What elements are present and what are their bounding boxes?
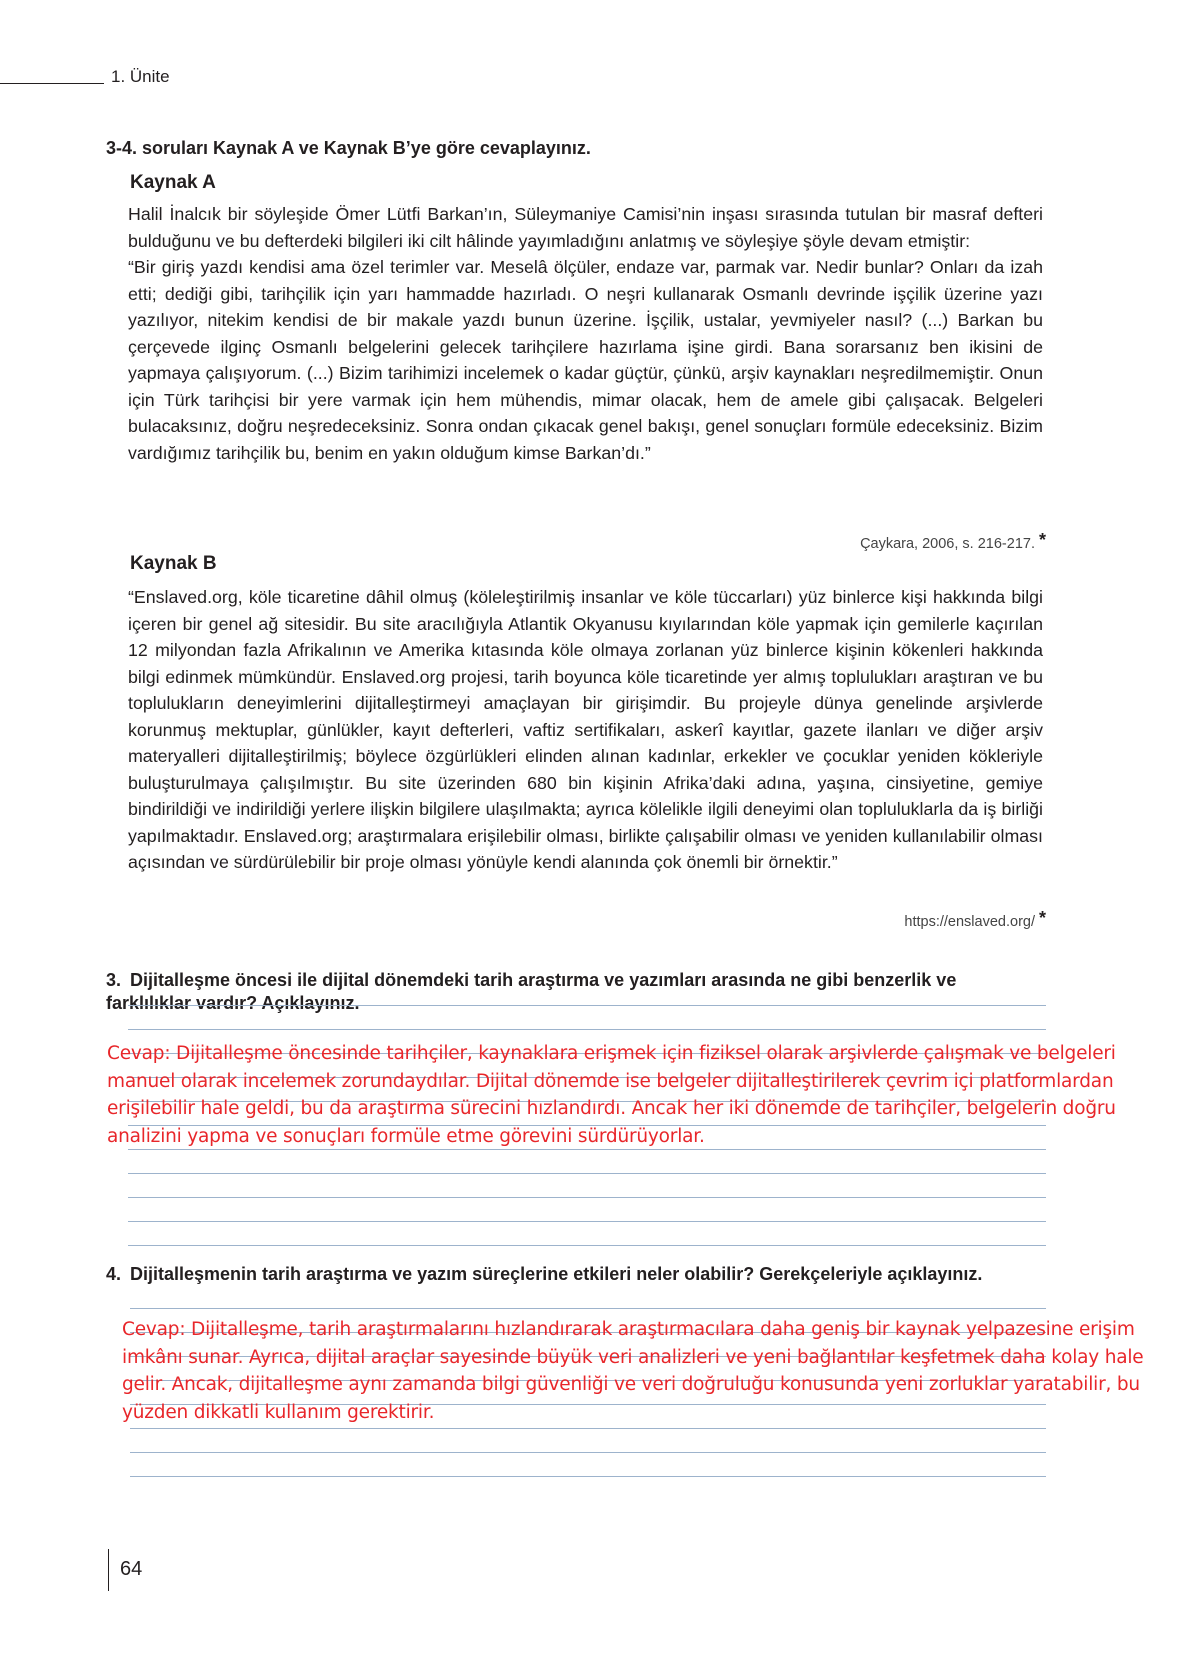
source-a-citation-text: Çaykara, 2006, s. 216-217. — [860, 536, 1035, 552]
question-4-text: Dijitalleşmenin tarih araştırma ve yazım süreçlerine etkileri neler olabilir? Gerekçeleriyle açıklayınız. — [130, 1264, 983, 1284]
source-b-citation-link[interactable]: https://enslaved.org/ — [904, 914, 1035, 930]
source-a-paragraph-1: Halil İnalcık bir söyleşide Ömer Lütfi Barkan’ın, Süleymaniye Camisi’nin inşası sırasında tutulan bir masraf defteri bulduğunu ve bu defterdeki bilgileri iki cilt hâlinde yayımladığını anlatmış ve söyleşiye şöyle devam etmiştir: — [128, 204, 1043, 251]
question-3-answer[interactable]: Cevap: Dijitalleşme öncesinde tarihçiler, kaynaklara erişmek için fiziksel olarak arşivlerde çalışmak ve belgeleri manuel olarak incelemek zorundaydılar. Dijital dönemde ise belgeler dijitalleştirilerek çevrim içi platformlardan erişilebilir hale geldi, bu da araştırma sürecini hızlandırdı. Ancak her iki dönemde de tarihçiler, belgelerin doğru analizini yapma ve sonuçları formüle etme görevini sürdürüyorlar. — [107, 1043, 1116, 1147]
page-number: 64 — [120, 1558, 143, 1580]
source-a-citation — [860, 530, 1046, 552]
question-4 — [106, 1263, 1046, 1286]
header-rule — [0, 83, 104, 84]
answer-line — [128, 1173, 1046, 1174]
source-b-text — [128, 584, 1043, 876]
answer-line — [128, 1245, 1046, 1246]
source-b-citation-mark: * — [1038, 908, 1046, 928]
instruction-heading: 3-4. soruları Kaynak A ve Kaynak B’ye göre cevaplayınız. — [106, 138, 591, 158]
page-number-divider — [108, 1549, 109, 1591]
answer-line — [130, 1428, 1046, 1429]
answer-line — [128, 1221, 1046, 1222]
source-a-heading: Kaynak A — [130, 172, 216, 193]
answer-line — [128, 1029, 1046, 1030]
source-a-paragraph-2: “Bir giriş yazdı kendisi ama özel terimler var. Meselâ ölçüler, endaze var, parmak var. Nedir bunlar? Onları da izah etti; dediği gibi, tarihçilik için yarı hammadde hazırladı. O neşri kullanarak Osmanlı devrinde işçilik üzerine yazı yazılıyor, nitekim kendisi de bir makale yazdı bunun üzerine. İşçilik, ustalar, yevmiyeler nasıl? (...) Barkan bu çerçevede ilginç Osmanlı belgelerini gelecek tarihçilere hazırlama işine girdi. Bana sorarsanız ben ikisini de yapmaya çalışıyorum. (...) Bizim tarihimizi incelemek o kadar güçtür, çünkü, arşiv kaynakları neşredilmemiştir. Onun için Türk tarihçisi bir yere varmak için hem mühendis, mimar olacak, hem de amele gibi çalışacak. Belgeleri bulacaksınız, doğru neşredeceksiniz. Sonra ondan çıkacak genel bakışı, genel sonuçları formüle edeceksiniz. Bizim vardığımız tarihçilik bu, benim en yakın olduğum kimse Barkan’dı.” — [128, 257, 1043, 463]
source-a-text — [128, 201, 1043, 466]
question-4-number: 4. — [106, 1264, 122, 1284]
answer-line — [130, 1308, 1046, 1309]
answer-line — [130, 1476, 1046, 1477]
source-a-citation-mark: * — [1038, 530, 1046, 550]
answer-line — [128, 1197, 1046, 1198]
source-b-heading: Kaynak B — [130, 553, 217, 574]
source-b-citation — [904, 908, 1046, 930]
question-3-text: Dijitalleşme öncesi ile dijital dönemdeki tarih araştırma ve yazımları arasında ne gibi benzerlik ve farklılıklar vardır? Açıklayınız. — [106, 970, 957, 1013]
question-3-number: 3. — [106, 970, 122, 990]
answer-line — [128, 1005, 1046, 1006]
source-b-paragraph: “Enslaved.org, köle ticaretine dâhil olmuş (köleleştirilmiş insanlar ve köle tüccarları) yüz binlerce kişi hakkında bilgi içeren bir genel ağ sitesidir. Bu site aracılığıyla Atlantik Okyanusu kıyılarından köle yapmak için gemilerle kaçırılan 12 milyondan fazla Afrikalının ve Amerika kıtasında köle olmaya zorlanan yüz binlerce kişinin kökenleri hakkında bilgi edinmek mümkündür. Enslaved.org projesi, tarih boyunca köle ticaretinde yer almış toplulukları araştıran ve bu toplulukların deneyimlerini dijitalleştirmeyi amaçlayan bir girişimdir. Bu projeyle dünya genelinde arşivlerde korunmuş mektuplar, günlükler, kayıt defterleri, vaftiz sertifikaları, askerî kayıtlar, gazete ilanları ve diğer arşiv materyalleri dijitalleştirilmiş; böylece özgürlükleri elinden alınan kadınlar, erkekler ve çocuklar yeniden kökleriyle buluşturulmaya çalışılmıştır. Bu site üzerinden 680 bin kişinin Afrika’daki adına, yaşına, cinsiyetine, gemiye bindirildiği ve indirildiği yerlere ilişkin bilgilere ulaşılmakta; ayrıca kölelikle ilgili deneyimi olan topluluklarla da iş birliği yapılmaktadır. Enslaved.org; araştırmalara erişilebilir olması, birlikte çalışabilir olması ve yeniden kullanılabilir olması açısından ve sürdürülebilir bir proje olması yönüyle kendi alanında çok önemli bir örnektir.” — [128, 587, 1043, 872]
unit-label: 1. Ünite — [111, 67, 170, 86]
answer-line — [130, 1452, 1046, 1453]
question-4-answer[interactable]: Cevap: Dijitalleşme, tarih araştırmalarını hızlandırarak araştırmacılara daha geniş bir kaynak yelpazesine erişim imkânı sunar. Ayrıca, dijital araçlar sayesinde büyük veri analizleri ve yeni bağlantılar keşfetmek daha kolay hale gelir. Ancak, dijitalleşme aynı zamanda bilgi güvenliği ve veri doğruluğu konusunda yeni zorluklar yaratabilir, bu yüzden dikkatli kullanım gerektirir. — [122, 1319, 1144, 1423]
